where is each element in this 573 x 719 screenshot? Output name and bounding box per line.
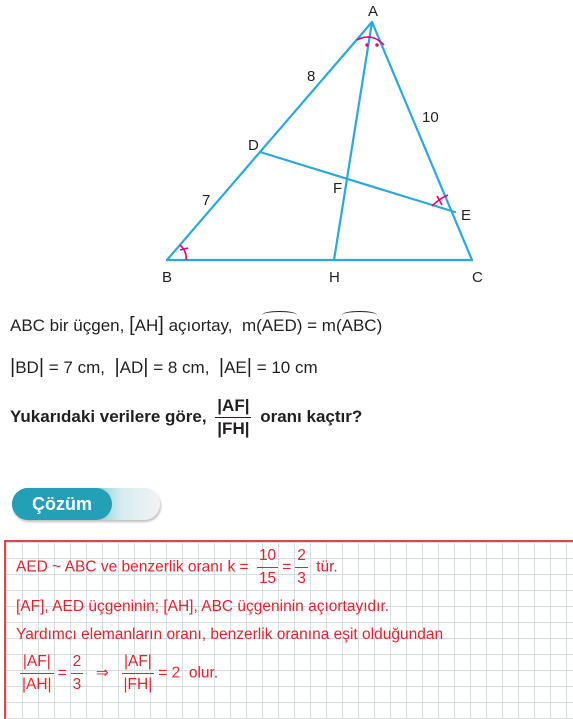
segment-AH: [334, 22, 372, 260]
solution-line-4: $\frac{|AF|}{|AH|}$ = $\frac{2}{3}$ ⇒ $\frac{|AF|}{|FH|}$ = 2 olur.: [22, 653, 219, 693]
length-BD: 7: [202, 192, 211, 209]
problem-line-2: |BD| = 7 cm, |AD| = 8 cm, |AE| = 10 cm: [10, 356, 318, 378]
label-H: H: [329, 269, 340, 286]
label-D: D: [248, 137, 259, 154]
solution-line-1: AED ~ ABC ve benzerlik oranı k = $\frac{10}{15}$ = $\frac{2}{3}$ tür.: [16, 547, 338, 587]
label-A: A: [368, 3, 379, 20]
solution-header: [12, 488, 162, 522]
angle-AED: AED: [261, 316, 297, 335]
solution-line-3: Yardımcı elemanların oranı, benzerlik oranına eşit olduğundan: [16, 626, 444, 643]
angle-dot-1: [365, 43, 368, 46]
solution-tab-label: Çözüm: [12, 488, 112, 520]
length-AE: 10: [422, 109, 439, 126]
side-AC: [372, 22, 472, 260]
angle-ABC: ABC: [341, 316, 377, 335]
label-F: F: [333, 180, 343, 197]
side-AB: [167, 22, 372, 260]
implies-arrow: ⇒: [95, 664, 109, 682]
label-E: E: [461, 207, 472, 224]
label-C: C: [472, 269, 483, 286]
question: Yukarıdaki verilere göre, $\frac{|AF|}{|FH|}$ oranı kaçtır?: [10, 396, 363, 438]
triangle-figure: [0, 0, 573, 300]
segment-DE: [260, 152, 455, 212]
ratio-af-fh: $\frac{|AF|}{|FH|}$: [217, 396, 250, 438]
angle-tick-B: [180, 248, 188, 250]
length-AD: 8: [307, 68, 316, 85]
solution-line-2: [AF], AED üçgeninin; [AH], ABC üçgeninin açıortayıdır.: [16, 598, 390, 615]
angle-arc-B: [180, 245, 186, 260]
problem-line-1: ABC bir üçgen, [AH] açıortay, m(AED) = m(ABC): [10, 314, 383, 336]
label-B: B: [162, 269, 173, 286]
solution-box: [4, 540, 573, 719]
angle-dot-2: [375, 43, 378, 46]
